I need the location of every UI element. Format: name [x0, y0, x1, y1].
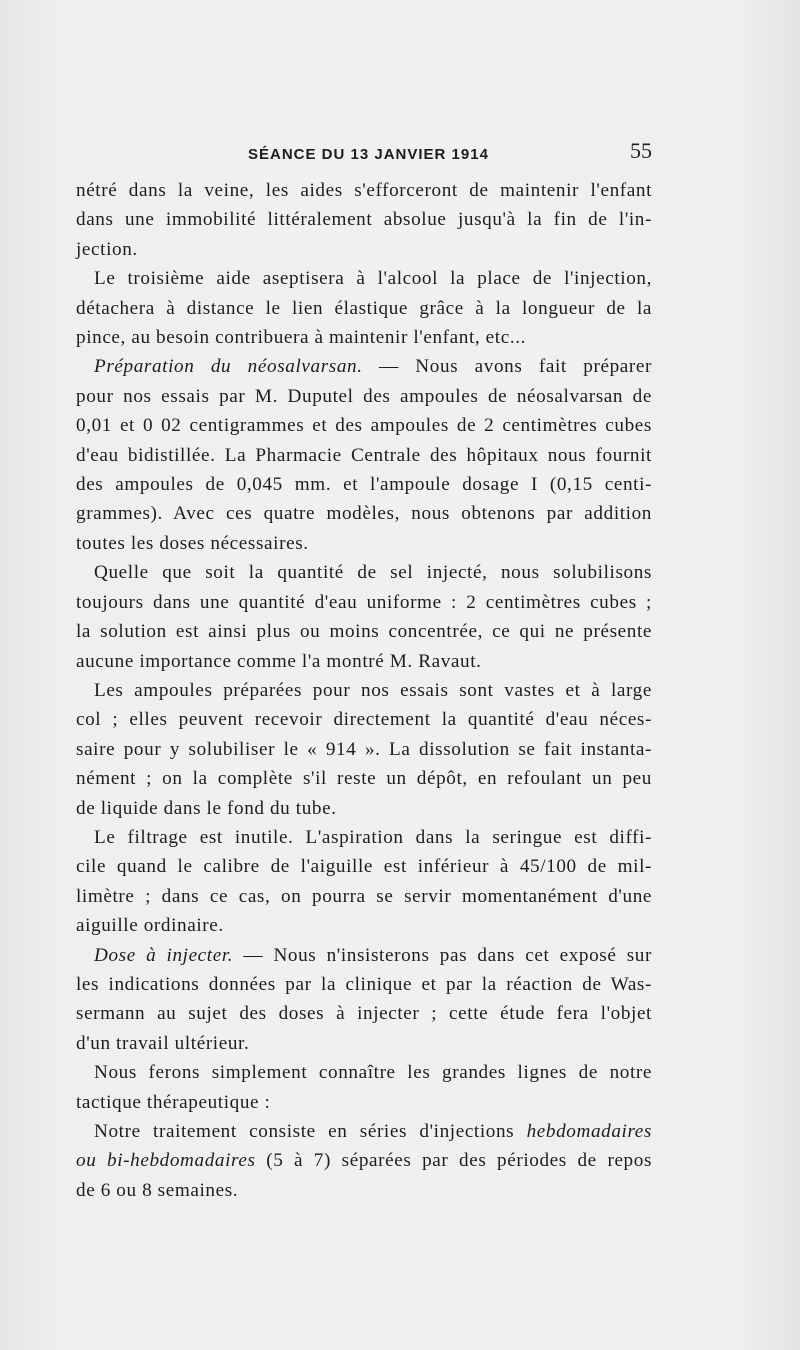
text-line [76, 882, 652, 911]
text-line [76, 1117, 652, 1146]
line-text: 0,01 et 0 02 centigrammes et des ampoules de 2 centimètres cubes [76, 415, 652, 437]
page-number: 55 [630, 138, 652, 163]
line-text: — Nous n'insisterons pas dans cet exposé sur [233, 944, 652, 966]
line-text: — Nous avons fait préparer [362, 356, 652, 378]
line-text: Les ampoules préparées pour nos essais sont vastes et à large [94, 679, 652, 701]
text-line [76, 911, 652, 940]
page-header [76, 138, 652, 168]
italic-heading: Dose à injecter. [94, 944, 234, 966]
text-line [76, 1176, 652, 1205]
line-text: Nous ferons simplement connaître les grandes lignes de notre [94, 1062, 652, 1084]
line-text: limètre ; dans ce cas, on pourra se servir momentanément d'une [76, 885, 652, 907]
line-text: toutes les doses nécessaires. [76, 532, 309, 554]
line-text: col ; elles peuvent recevoir directement la quantité d'eau néces- [76, 709, 652, 731]
line-text: cile quand le calibre de l'aiguille est inférieur à 45/100 de mil- [76, 856, 652, 878]
text-line [76, 205, 652, 234]
italic-heading: Préparation du néosalvarsan. [94, 356, 363, 378]
text-line [76, 529, 652, 558]
text-line [76, 823, 652, 852]
text-line [76, 1058, 652, 1087]
line-text: aiguille ordinaire. [76, 915, 224, 937]
line-text: détachera à distance le lien élastique grâce à la longueur de la [76, 297, 652, 319]
text-line [76, 264, 652, 293]
text-line [76, 323, 652, 352]
text-line [76, 352, 652, 381]
body-text [76, 176, 652, 1205]
text-line [76, 382, 652, 411]
line-text: jection. [76, 238, 138, 260]
line-text: d'eau bidistillée. La Pharmacie Centrale des hôpitaux nous fournit [76, 444, 652, 466]
italic-word: hebdomadaires [526, 1121, 652, 1142]
line-text: nétré dans la veine, les aides s'efforceront de maintenir l'enfant [76, 180, 652, 201]
line-text: pince, au besoin contribuera à maintenir l'enfant, etc... [76, 327, 527, 349]
text-line [76, 676, 652, 705]
text-line [76, 235, 652, 264]
text-line [76, 852, 652, 881]
line-text: grammes). Avec ces quatre modèles, nous obtenons par addition [76, 503, 652, 525]
line-text: de liquide dans le fond du tube. [76, 797, 337, 819]
line-text: saire pour y solubiliser le « 914 ». La dissolution se fait instanta- [76, 738, 652, 760]
line-text: Quelle que soit la quantité de sel injecté, nous solubilisons [94, 562, 652, 584]
text-line [76, 470, 652, 499]
text-line [76, 999, 652, 1028]
text-line [76, 970, 652, 999]
text-line [76, 1146, 652, 1175]
text-line [76, 794, 652, 823]
text-line [76, 558, 652, 587]
line-text: les indications données par la clinique et par la réaction de Was- [76, 973, 652, 995]
text-line [76, 705, 652, 734]
text-line [76, 411, 652, 440]
line-text: tactique thérapeutique : [76, 1091, 271, 1113]
line-text: Le filtrage est inutile. L'aspiration dans la seringue est diffi- [94, 826, 652, 848]
line-text: d'un travail ultérieur. [76, 1032, 250, 1054]
text-line [76, 941, 652, 970]
italic-heading: ou bi-hebdomadaires [76, 1150, 256, 1172]
text-line [76, 764, 652, 793]
line-text: toujours dans une quantité d'eau uniforme : 2 centimètres cubes ; [76, 591, 652, 613]
line-text: pour nos essais par M. Duputel des ampoules de néosalvarsan de [76, 385, 652, 407]
line-text: Notre traitement consiste en séries d'injections [94, 1121, 527, 1142]
running-title: SÉANCE DU 13 JANVIER 1914 [248, 146, 489, 163]
line-text: Le troisième aide aseptisera à l'alcool la place de l'injection, [94, 268, 652, 290]
text-line [76, 735, 652, 764]
text-line [76, 1088, 652, 1117]
text-line [76, 647, 652, 676]
text-line [76, 441, 652, 470]
line-text: des ampoules de 0,045 mm. et l'ampoule dosage I (0,15 centi- [76, 474, 652, 496]
line-text: de 6 ou 8 semaines. [76, 1179, 239, 1201]
text-line [76, 499, 652, 528]
line-text: sermann au sujet des doses à injecter ; cette étude fera l'objet [76, 1003, 652, 1025]
line-text: la solution est ainsi plus ou moins concentrée, ce qui ne présente [76, 621, 652, 643]
line-text: (5 à 7) séparées par des périodes de repos [255, 1150, 653, 1172]
text-line [76, 1029, 652, 1058]
text-line [76, 617, 652, 646]
line-text: nément ; on la complète s'il reste un dépôt, en refoulant un peu [76, 768, 652, 790]
text-line [76, 294, 652, 323]
line-text: dans une immobilité littéralement absolue jusqu'à la fin de l'in- [76, 209, 652, 231]
text-line [76, 588, 652, 617]
text-line [76, 176, 652, 205]
line-text: aucune importance comme l'a montré M. Ravaut. [76, 650, 482, 672]
